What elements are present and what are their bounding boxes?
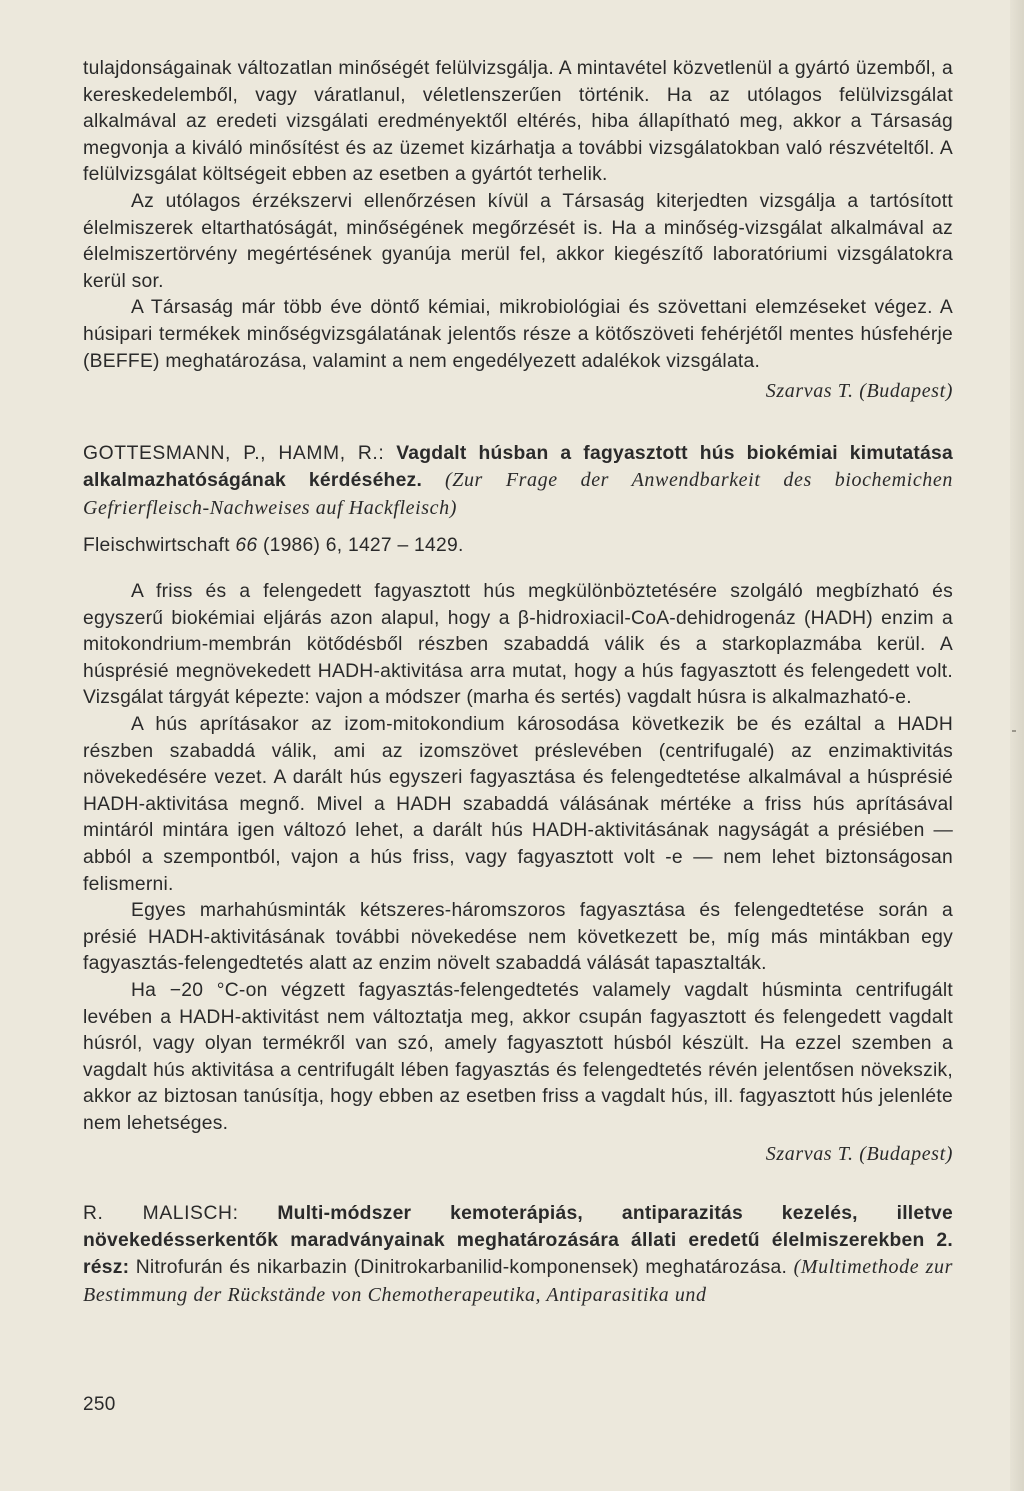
source-journal: Fleischwirtschaft bbox=[83, 534, 230, 556]
review-section-1 bbox=[83, 56, 953, 405]
reference-source bbox=[83, 533, 953, 560]
source-details: (1986) 6, 1427 – 1429. bbox=[262, 534, 464, 556]
margin-mark bbox=[1012, 730, 1016, 732]
review-section-3 bbox=[83, 1201, 953, 1309]
source-volume: 66 bbox=[235, 534, 258, 556]
reviewer-signature: Szarvas T. (Budapest) bbox=[765, 380, 953, 403]
reference-heading bbox=[83, 1201, 953, 1309]
paragraph: A Társaság már több éve döntő kémiai, mikrobiológiai és szövettani elemzéseket végez. A húsipari termékek minőségvizsgálatának jelentős része a kötőszöveti fehérjétől mentes húsfehérje (BEFFE) meghatározása, valamint a nem engedélyezett adalékok vizsgálata. bbox=[83, 297, 953, 372]
paragraph: Ha −20 °C-on végzett fagyasztás-felengedtetés valamely vagdalt húsminta centrifugált levében a HADH-aktivitást nem változtatja meg, akkor csupán fagyasztott és felengedett vagdalt húsról, vagy olyan termékről van szó, amely fagyasztott húsból készült. Ha ezzel szemben a vagdalt hús aktivitása a centrifugált lében fagyasztás és felengedtetés révén jelentősen növekszik, akkor az biztosan tanúsítja, hogy ebben az esetben friss a vagdalt hús, ill. fagyasztott hús jelenléte nem lehetséges. bbox=[83, 980, 953, 1134]
page-body bbox=[83, 56, 953, 1310]
paragraph: tulajdonságainak változatlan minőségét felülvizsgálja. A mintavétel közvetlenül a gyártó üzemből, a kereskedelemből, vagy váratlanul, véletlenszerűen történik. Ha az utólagos felülvizsgálat alkalmával az eredeti vizsgálati eredményektől eltérés, hiba állapítható meg, akkor a Társaság megvonja a kiváló minősítést és az üzemet kizárhatja a további vizsgálatokban való részvételtől. A felülvizsgálat költségeit ebben az esetben a gyártót terhelik. bbox=[83, 58, 953, 186]
reference-title-hungarian: Vagdalt húsban a fagyasztott hús biokémiai kimutatása alkalmazhatóságának kérdéséhez. bbox=[83, 442, 953, 492]
paragraph: A hús aprításakor az izom-mitokondium károsodása következik be és ezáltal a HADH részben szabaddá válik, ami az izomszövet préslevében (centrifugalé) az enzimaktivitás növekedésére vezet. A darált hús egyszeri fagyasztása és felengedtetése alkalmával a húsprésié HADH-aktivitása megnő. Mivel a HADH szabaddá válásának mértéke a friss hús aprításával mintáról mintára igen változó lehet, a darált hús HADH-aktivitásának nagyságát a présiében — abból a szempontból, vajon a hús friss, vagy fagyasztott volt -e — nem lehet biztonságosan felismerni. bbox=[83, 714, 953, 895]
reference-title-german: (Zur Frage der Anwendbarkeit des biochemichen Gefrierfleisch-Nachweises auf Hackfleisch) bbox=[83, 469, 953, 519]
reference-authors: GOTTESMANN, P., HAMM, R.: bbox=[83, 442, 385, 464]
reviewer-signature: Szarvas T. (Budapest) bbox=[765, 1142, 953, 1165]
paragraph: A friss és a felengedett fagyasztott hús megkülönböztetésére szolgáló megbízható és egyszerű biokémiai eljárás azon alapul, hogy a β-hidroxiacil-CoA-dehidrogenáz (HADH) enzim a mitokondrium-membrán kötődésből részben szabaddá válik és a starkoplazmába kerül. A húsprésié megnövekedett HADH-aktivitása arra mutat, hogy a hús fagyasztott és felengedett volt. Vizsgálat tárgyát képezte: vajon a módszer (marha és sertés) vagdalt húsra is alkalmazható-e. bbox=[83, 581, 953, 709]
paragraph: Az utólagos érzékszervi ellenőrzésen kívül a Társaság kiterjedten vizsgálja a tartósított élelmiszerek eltarthatóságát, minőségének megőrzését is. Ha a minőség-vizsgálat alkalmával az élelmiszertörvény megértésének gyanúja merül fel, akkor kiegészítő laboratóriumi vizsgálatokra kerül sor. bbox=[83, 190, 953, 292]
review-section-2 bbox=[83, 441, 953, 1167]
page-edge-shadow bbox=[1010, 0, 1024, 1491]
paragraph: Egyes marhahúsminták kétszeres-háromszoros fagyasztása és felengedtetése során a présié HADH-aktivitásának további növekedése nem következett be, míg más mintákban egy fagyasztás-felengedtetés alatt az enzim növelt szabaddá válását tapasztalták. bbox=[83, 900, 953, 975]
page-number: 250 bbox=[83, 1394, 116, 1415]
reference-subtitle: Nitrofurán és nikarbazin (Dinitrokarbanilid-komponensek) meghatározása. bbox=[135, 1257, 788, 1279]
reference-heading bbox=[83, 441, 953, 523]
reference-authors: R. MALISCH: bbox=[83, 1203, 239, 1225]
reference-title-german: (Multimethode zur Bestimmung der Rückstände von Chemotherapeutika, Antiparasitika und bbox=[83, 1256, 954, 1306]
reference-title-hungarian: Multi-módszer kemoterápiás, antiparazitás kezelés, illetve növekedésserkentők maradványainak meghatározására állati eredetű élelmiszerekben 2. rész: bbox=[83, 1203, 954, 1279]
